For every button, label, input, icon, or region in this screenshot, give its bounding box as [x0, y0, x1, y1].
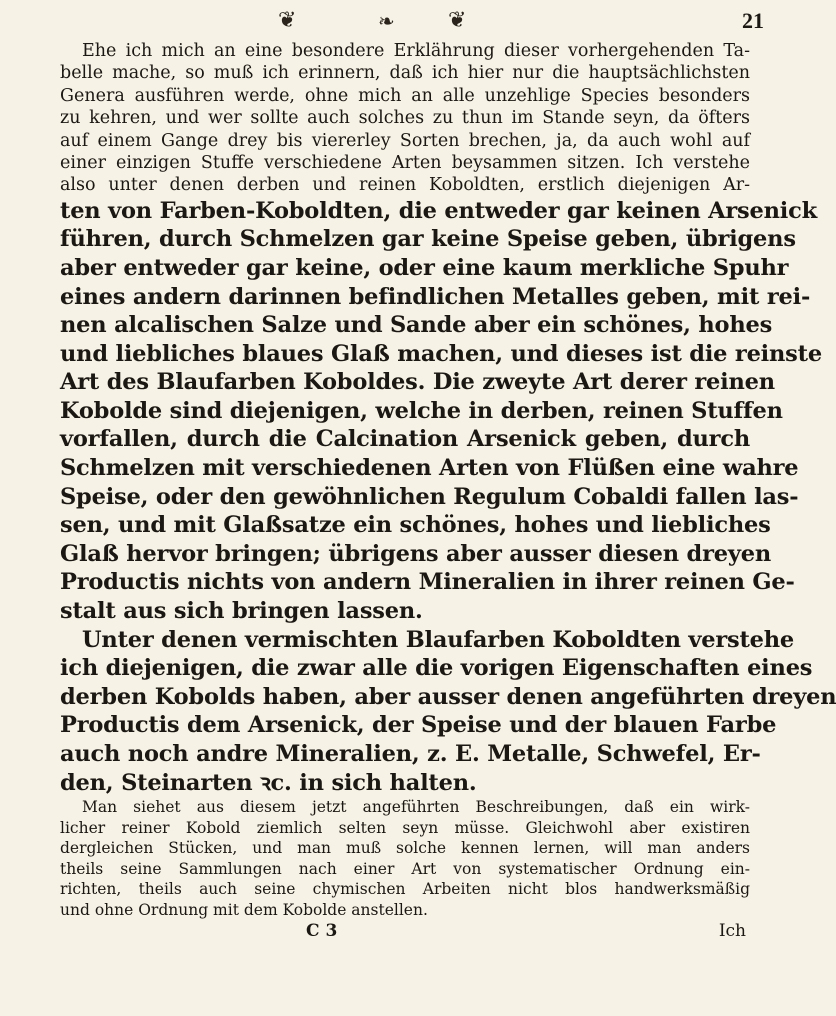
- text-line: eines andern darinnen befindlichen Metalles geben, mit rei-: [60, 283, 811, 310]
- text-line: und ohne Ordnung mit dem Kobolde anstellen.: [60, 900, 428, 919]
- text-line: Ehe ich mich an eine besondere Erklährung dieser vorhergehenden Ta-: [82, 41, 750, 61]
- text-line: theils seine Sammlungen nach einer Art von systematischer Ordnung ein-: [60, 859, 750, 878]
- text-line: einer einzigen Stuffe verschiedene Arten beysammen sitzen. Ich verstehe: [60, 152, 750, 173]
- text-line: auch noch andre Mineralien, z. E. Metalle, Schwefel, Er-: [60, 741, 761, 768]
- ornament-middle-icon: ❧: [378, 9, 395, 33]
- text-line: führen, durch Schmelzen gar keine Speise geben, übrigens: [60, 226, 796, 253]
- signature-mark: C 3: [306, 921, 338, 942]
- text-line: Koboldе sind diejenigen, welche in derben, reinen Stuffen: [60, 397, 783, 424]
- catchword: Ich: [718, 921, 746, 942]
- text-line: ich diejenigen, die zwar alle die vorigen Eigenschaften eines: [60, 655, 813, 682]
- text-line: Glaß hervor bringen; übrigens aber ausser diesen dreyen: [60, 540, 772, 567]
- text-line: licher reiner Kobold ziemlich selten seyn müsse. Gleichwohl aber existiren: [60, 818, 750, 837]
- text-line: Schmelzen mit verschiedenen Arten von Flüßen eine wahre: [60, 455, 799, 482]
- page-number: 21: [742, 8, 764, 33]
- text-line: Speise, oder den gewöhnlichen Regulum Cobaldi fallen las-: [60, 483, 799, 510]
- ornament-right-icon: ❦: [448, 8, 467, 33]
- text-line: und liebliches blaues Glaß machen, und dieses ist die reinste: [60, 340, 822, 367]
- text-line: richten, theils auch seine chymischen Arbeiten nicht blos handwerksmäßig: [60, 880, 750, 899]
- text-line: ten von Farben-Koboldten, die entweder gar keinen Arsenick: [60, 197, 818, 224]
- text-line: vorfallen, durch die Calcination Arsenick geben, durch: [60, 426, 750, 453]
- page-header: [0, 4, 800, 38]
- text-line: Unter denen vermischten Blaufarben Koboldten verstehe: [82, 626, 795, 653]
- text-line: derben Kobolds haben, aber ausser denen angeführten dreyen: [60, 683, 836, 710]
- text-line: Man siehet aus diesem jetzt angeführten Beschreibungen, daß ein wirk-: [82, 798, 750, 817]
- text-line: Genera ausführen werde, ohne mich an alle unzehlige Species besonders: [60, 85, 750, 106]
- text-line: stalt aus sich bringen lassen.: [60, 598, 423, 625]
- text-line: Productis nichts von andern Mineralien in ihrer reinen Ge-: [60, 569, 795, 596]
- text-line: auf einem Gange drey bis viererley Sorten brechen, ja, da auch wohl auf: [60, 130, 750, 151]
- text-line: aber entweder gar keine, oder eine kaum merkliche Spuhr: [60, 254, 789, 281]
- text-line: also unter denen derben und reinen Koboldten, erstlich diejenigen Ar-: [60, 175, 750, 196]
- text-line: nen alcalischen Salze und Sande aber ein schönes, hohes: [60, 312, 773, 339]
- text-line: zu kehren, und wer sollte auch solches zu thun im Stande seyn, da öfters: [60, 108, 750, 129]
- text-line: sen, und mit Glaßsatze ein schönes, hohes und liebliches: [60, 512, 771, 539]
- page-footer: [60, 920, 750, 942]
- text-line: dergleichen Stücken, und man muß solche kennen lernen, will man anders: [60, 839, 750, 858]
- ornament-left-icon: ❦: [278, 8, 297, 33]
- text-line: belle mache, so muß ich erinnern, daß ich hier nur die hauptsächlichsten: [60, 63, 750, 84]
- text-line: Productis dem Arsenick, der Speise und der blauen Farbe: [60, 712, 777, 739]
- text-line: Art des Blaufarben Koboldes. Die zweyte Art derer reinen: [60, 369, 775, 396]
- body-text: [60, 40, 836, 942]
- text-line: den, Steinarten ꝛc. in sich halten.: [60, 769, 477, 796]
